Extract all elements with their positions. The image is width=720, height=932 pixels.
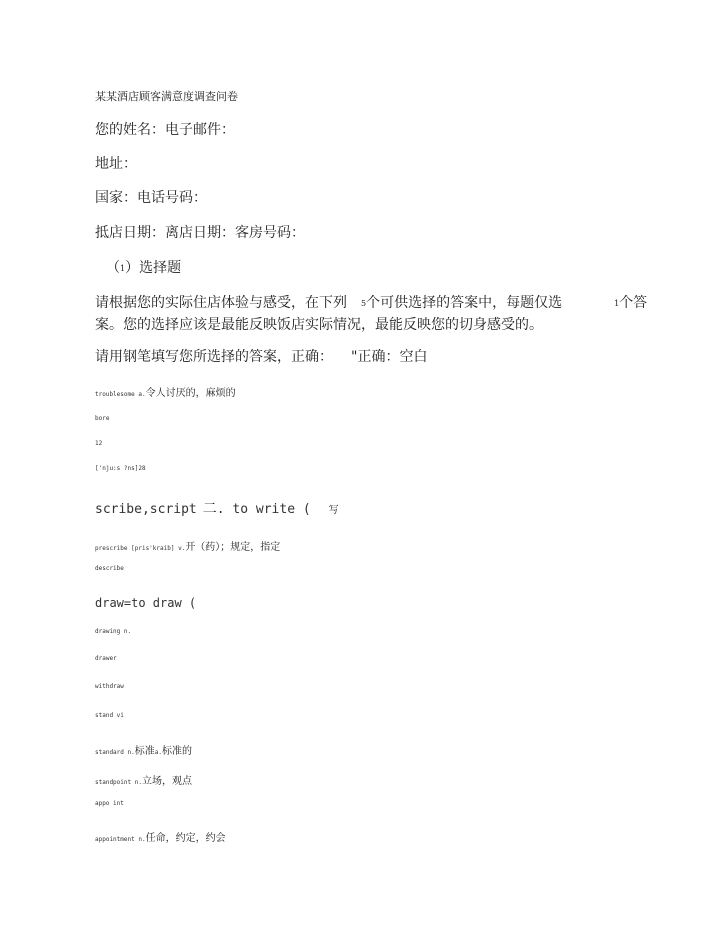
vocab-scribe-cn: 写 <box>328 505 339 516</box>
vocab-appointment <box>95 826 226 845</box>
vocab-draw: draw=to draw ( <box>95 596 197 610</box>
vocab-scribe-to: . to write ( <box>216 502 311 517</box>
instruction-number-1: 1 <box>614 299 620 308</box>
section-heading <box>106 257 181 277</box>
vocab-scribe-mark: 二 <box>202 501 217 517</box>
page-title: 某某酒店顾客满意度调查问卷 <box>95 90 238 103</box>
section-label: ）选择题 <box>125 260 182 276</box>
vocab-phonetic: ['nju:s ?ns]28 <box>95 465 146 472</box>
name-email-line: 您的姓名：电子邮件： <box>95 122 235 138</box>
vocab-appointment-en: appointment n. <box>95 836 146 843</box>
dates-room-line: 抵店日期：离店日期：客房号码： <box>95 225 305 241</box>
instruction-text-d: 请用钢笔填写您所选择的答案，正确： <box>95 349 333 365</box>
vocab-describe: describe <box>95 565 124 572</box>
instruction-line-2: 案。您的选择应该是最能反映饭店实际情况，最能反映您的切身感受的。 <box>95 317 543 333</box>
address-line: 地址： <box>95 156 137 172</box>
vocab-prescribe-en: prescribe [pris'kraib] v. <box>95 545 186 552</box>
vocab-troublesome-cn: 令人讨厌的，麻烦的 <box>145 388 236 399</box>
vocab-standpoint-en: standpoint n. <box>95 779 142 786</box>
instruction-text-a: 请根据您的实际住店体验与感受，在下列 <box>95 295 347 311</box>
vocab-prescribe-cn: 开（药）；规定，指定 <box>185 542 281 553</box>
section-number: 1 <box>120 264 126 273</box>
vocab-troublesome <box>95 381 236 400</box>
vocab-drawer: drawer <box>95 655 117 662</box>
vocab-number-12: 12 <box>95 440 103 447</box>
instruction-text-c: 个答 <box>619 295 648 311</box>
vocab-standard-cn1: 标准 <box>134 746 155 757</box>
vocab-standard-cn2: 标准的 <box>161 746 192 757</box>
vocab-bore: bore <box>95 415 110 422</box>
vocab-stand: stand vi <box>95 712 124 719</box>
vocab-standpoint-cn: 立场，观点 <box>141 776 192 787</box>
instruction-number-5: 5 <box>361 299 367 308</box>
instruction-line-1 <box>95 292 647 312</box>
vocab-scribe <box>95 498 339 518</box>
vocab-scribe-en: scribe,script <box>95 502 197 517</box>
vocab-standard <box>95 739 192 758</box>
instruction-text-b: 个可供选择的答案中，每题仅选 <box>366 295 563 311</box>
country-phone-line: 国家：电话号码： <box>95 190 207 206</box>
vocab-troublesome-en: troublesome a. <box>95 391 146 398</box>
vocab-standard-en: standard n. <box>95 749 135 756</box>
vocab-appointment-cn: 任命，约定，约会 <box>145 833 226 844</box>
vocab-drawing: drawing n. <box>95 628 132 635</box>
section-open: （ <box>106 260 120 276</box>
instruction-text-e: "正确：空白 <box>351 349 428 365</box>
instruction-line-3 <box>95 346 427 366</box>
vocab-standpoint <box>95 769 192 788</box>
vocab-standard-a: a. <box>154 749 162 756</box>
vocab-withdraw: withdraw <box>95 683 124 690</box>
vocab-prescribe <box>95 535 280 554</box>
vocab-appoint: appo int <box>95 800 124 807</box>
